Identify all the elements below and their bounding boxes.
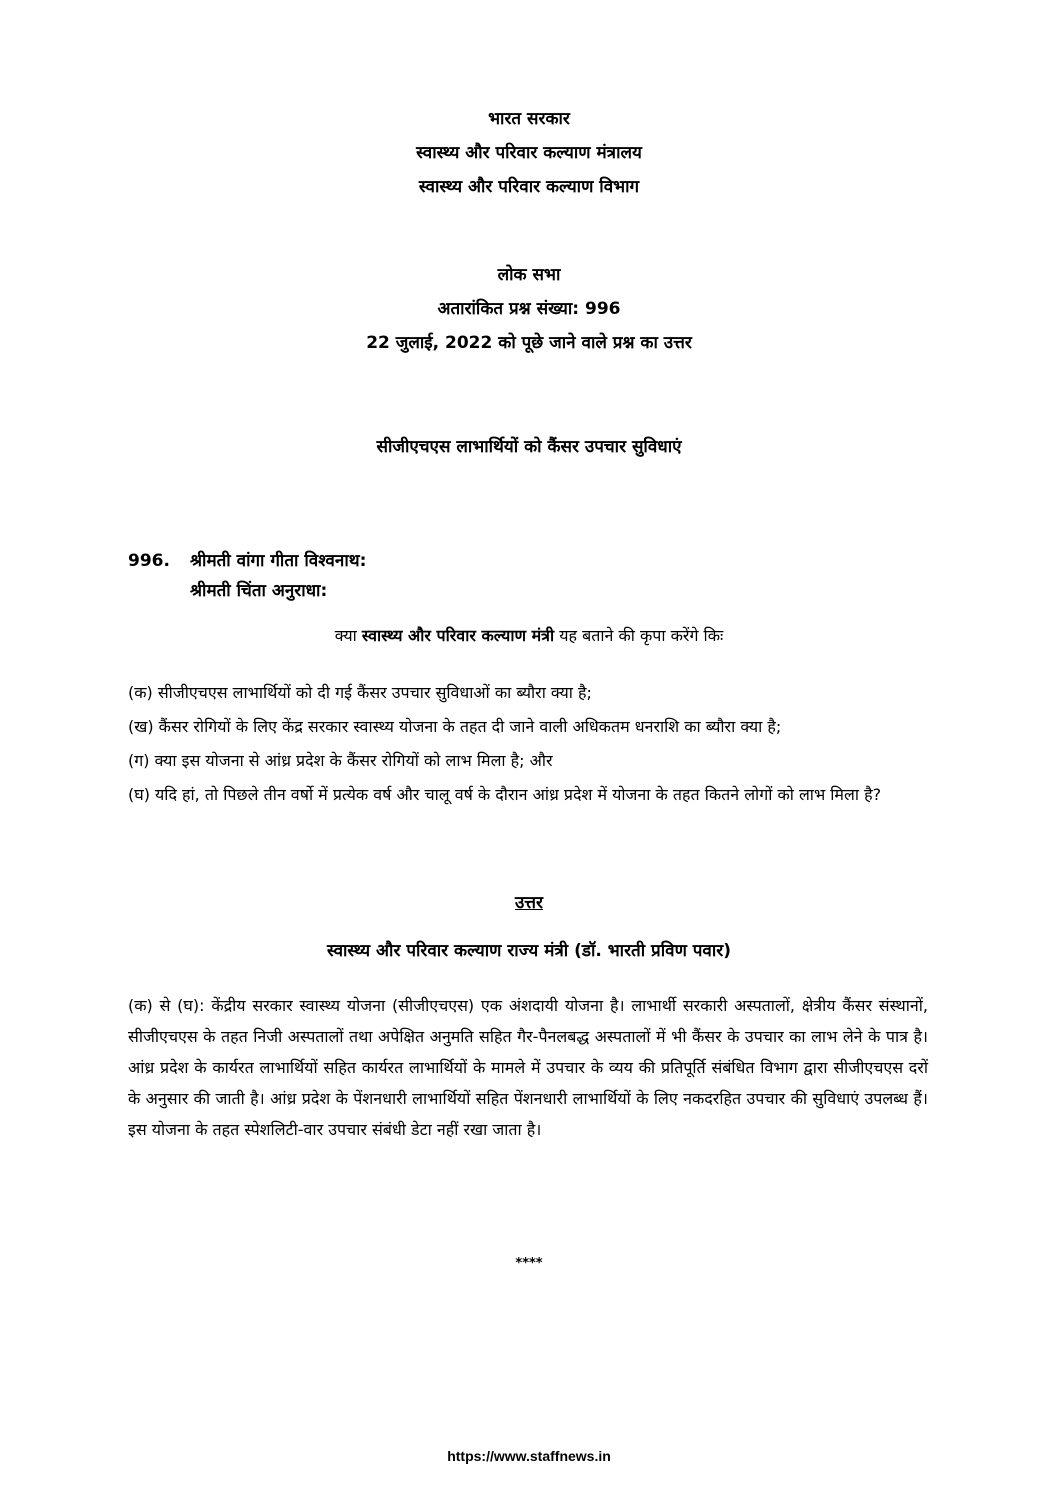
member-name: श्रीमती वांगा गीता विश्वनाथ: [190, 551, 367, 571]
house-name: लोक सभा [497, 265, 561, 285]
header-block [0, 102, 1058, 204]
minister-title: स्वास्थ्य और परिवार कल्याण मंत्री [361, 626, 555, 645]
header-department: स्वास्थ्य और परिवार कल्याण विभाग [418, 177, 640, 197]
header-government: भारत सरकार [488, 109, 570, 129]
question-part-kha: (ख) कैंसर रोगियों के लिए केंद्र सरकार स्वास्थ्य योजना के तहत दी जाने वाली अधिकतम धनराशि का ब्यौरा क्या है; [128, 717, 782, 736]
question-intro: क्या स्वास्थ्य और परिवार कल्याण मंत्री यह बताने की कृपा करेंगे किः [334, 626, 724, 645]
question-type: अतारांकित प्रश्न संख्या: 996 [437, 299, 621, 319]
question-part-ga: (ग) क्या इस योजना से आंध्र प्रदेश के कैंसर रोगियों को लाभ मिला है; और [128, 751, 553, 770]
question-parts [128, 676, 928, 812]
answer-heading: उत्तर [514, 893, 544, 913]
subject-title: सीजीएचएस लाभार्थियों को कैंसर उपचार सुविधाएं [376, 437, 682, 457]
answer-date: 22 जुलाई, 2022 को पूछे जाने वाले प्रश्न का उत्तर [366, 333, 692, 353]
question-number: 996. [128, 551, 170, 571]
member-name: श्रीमती चिंता अनुराधा: [190, 581, 328, 601]
session-block [0, 258, 1058, 360]
answer-text: (क) से (घ): केंद्रीय सरकार स्वास्थ्य योजना (सीजीएचएस) एक अंशदायी योजना है। लाभार्थी सरकारी अस्पतालों, क्षेत्रीय कैंसर संस्थानों, सीजीएचएस के तहत निजी अस्पतालों तथा अपेक्षित अनुमति सहित गैर-पैनलबद्ध अस्पतालों में भी कैंसर के उपचार का लाभ लेने के पात्र है। आंध्र प्रदेश के कार्यरत लाभार्थियों सहित कार्यरत लाभार्थियों के मामले में उपचार के व्यय की प्रतिपूर्ति संबंधित विभाग द्वारा सीजीएचएस दरों के अनुसार की जाती है। आंध्र प्रदेश के पेंशनधारी लाभार्थियों सहित पेंशनधारी लाभार्थियों के लिए नकदरहित उपचार की सुविधाएं उपलब्ध हैं। इस योजना के तहत स्पेशलिटी-वार उपचार संबंधी डेटा नहीं रखा जाता है। [128, 996, 928, 1139]
question-part-gha: (घ) यदि हां, तो पिछले तीन वर्षो में प्रत्येक वर्ष और चालू वर्ष के दौरान आंध्र प्रदेश में योजना के तहत कितने लोगों को लाभ मिला है? [128, 785, 882, 804]
question-part-ka: (क) सीजीएचएस लाभार्थियों को दी गई कैंसर उपचार सुविधाओं का ब्यौरा क्या है; [128, 683, 592, 702]
question-members [128, 546, 366, 606]
end-mark: **** [515, 1256, 543, 1271]
footer-url: https://www.staffnews.in [447, 1448, 611, 1464]
answering-minister: स्वास्थ्य और परिवार कल्याण राज्य मंत्री (डॉ. भारती प्रविण पवार) [326, 941, 732, 961]
header-ministry: स्वास्थ्य और परिवार कल्याण मंत्रालय [416, 143, 642, 163]
